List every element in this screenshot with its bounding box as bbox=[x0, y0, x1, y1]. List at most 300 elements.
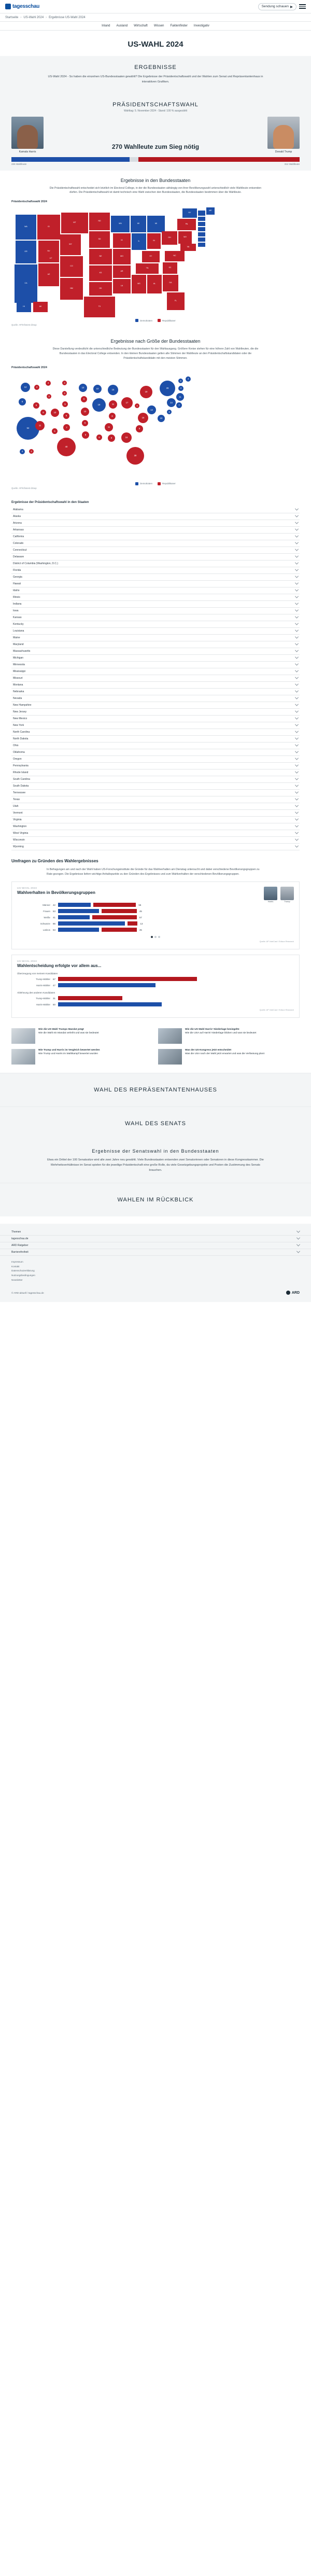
motivation-row-bar bbox=[58, 983, 156, 987]
state-accordion-item[interactable] bbox=[11, 844, 300, 850]
state-accordion-item[interactable] bbox=[11, 540, 300, 547]
bubble-la[interactable]: 8 bbox=[82, 431, 89, 439]
poll-row-red-value: 55 bbox=[138, 903, 142, 906]
state-accordion-label: Wisconsin bbox=[13, 838, 25, 842]
states-accordion-title: Ergebnisse der Präsidentschaftswahl in den Staaten bbox=[11, 500, 89, 504]
state-accordion-item[interactable] bbox=[11, 682, 300, 689]
bubble-ne[interactable]: 5 bbox=[62, 401, 68, 407]
state-accordion-item[interactable] bbox=[11, 621, 300, 628]
card2-group2-rows bbox=[17, 996, 294, 1006]
state-accordion-item[interactable] bbox=[11, 803, 300, 810]
chevron-down-icon bbox=[295, 736, 299, 740]
motivation-row-bar bbox=[58, 1002, 162, 1006]
footer-section-item[interactable] bbox=[0, 1229, 311, 1236]
map-state-ms[interactable]: MS bbox=[132, 275, 146, 293]
card1-kicker: US-WAHL 2024 bbox=[17, 887, 37, 890]
state-accordion-item[interactable] bbox=[11, 608, 300, 614]
chevron-down-icon bbox=[295, 622, 299, 625]
state-accordion-label: Ohio bbox=[13, 744, 19, 747]
bubble-ma[interactable]: 11 bbox=[176, 393, 184, 401]
card1-harris bbox=[264, 887, 277, 903]
state-accordion-item[interactable] bbox=[11, 567, 300, 574]
poll-row-red-bar bbox=[93, 903, 136, 907]
bubble-mi[interactable]: 15 bbox=[108, 385, 118, 395]
breadcrumb-item-0[interactable]: Startseite bbox=[5, 16, 19, 19]
state-accordion-label: Indiana bbox=[13, 602, 22, 606]
state-accordion-item[interactable] bbox=[11, 534, 300, 540]
nav-item-faktenfinder[interactable]: Faktenfinder bbox=[170, 24, 188, 27]
legend-democrats: Demokraten bbox=[135, 319, 152, 322]
map-state-hi[interactable]: HI bbox=[17, 302, 31, 312]
poll-card-motivation bbox=[11, 955, 300, 1018]
map-state-ne[interactable]: NE bbox=[89, 249, 112, 264]
map-state-mn[interactable]: MN bbox=[111, 216, 130, 232]
state-accordion-item[interactable] bbox=[11, 722, 300, 729]
state-accordion-item[interactable] bbox=[11, 581, 300, 587]
electoral-bar bbox=[11, 157, 300, 162]
chevron-down-icon bbox=[295, 507, 299, 511]
footer-sections bbox=[0, 1229, 311, 1256]
state-accordion-item[interactable] bbox=[11, 507, 300, 513]
bubble-tx[interactable]: 40 bbox=[57, 438, 76, 456]
bubble-vt[interactable]: 3 bbox=[178, 379, 183, 383]
bubble-md[interactable]: 10 bbox=[158, 415, 165, 422]
teaser-0[interactable] bbox=[11, 1028, 153, 1044]
map-state-tx[interactable]: TX bbox=[84, 297, 115, 317]
bubble-ny[interactable]: 28 bbox=[160, 381, 175, 396]
polls-intro: In Befragungen am und nach der Wahl haben US-Forschungsinstitute die Gründe für das Wahlverhalten am Dienstag untersucht und dabei verschiedene Bevölkerungsgruppen zu Rate gezogen. Die Ergebnisse liefern wichtige Anhaltspunkte zu den Gründen des Ergebnisses und zum Wahlverhalten der verschiedenen Bevölkerungsgruppen. bbox=[47, 867, 260, 876]
bubble-ks[interactable]: 6 bbox=[63, 413, 69, 419]
teaser-sub-0: Wie die Wahl ein Mandat verleiht und was sie bedeutet bbox=[38, 1032, 99, 1035]
bubble-nc[interactable]: 16 bbox=[138, 413, 148, 423]
bar-left-label: 226 Wahlleute bbox=[11, 162, 27, 165]
footer-section-item[interactable] bbox=[0, 1242, 311, 1249]
state-accordion-item[interactable] bbox=[11, 628, 300, 635]
state-map-section bbox=[0, 171, 311, 332]
state-accordion-item[interactable] bbox=[11, 776, 300, 783]
map-state-nd[interactable]: ND bbox=[89, 213, 110, 230]
card2-group1-label: Überzeugung von meinem Kandidaten bbox=[17, 972, 58, 975]
state-accordion-item[interactable] bbox=[11, 716, 300, 722]
trump-name: Donald Trump bbox=[275, 150, 292, 153]
map-state-ga[interactable]: GA bbox=[163, 275, 178, 291]
state-accordion-item[interactable] bbox=[11, 749, 300, 756]
map-state-mi[interactable]: MI bbox=[147, 216, 165, 232]
cartogram-legend bbox=[11, 482, 300, 485]
state-accordion-item[interactable] bbox=[11, 810, 300, 817]
watch-broadcast-button[interactable] bbox=[258, 3, 296, 10]
trump-thumb bbox=[280, 887, 294, 900]
map-state-wy[interactable]: WY bbox=[60, 234, 81, 255]
state-accordion-item[interactable] bbox=[11, 527, 300, 534]
card1-candidates bbox=[264, 887, 294, 903]
bubble-oh[interactable]: 17 bbox=[121, 397, 133, 409]
bubble-ok[interactable]: 7 bbox=[63, 424, 70, 431]
cartogram-source: Quelle: AP/Infratest dimap bbox=[11, 486, 37, 489]
chevron-down-icon bbox=[295, 763, 299, 767]
map-state-va[interactable]: VA bbox=[180, 244, 196, 251]
breadcrumb bbox=[0, 13, 311, 22]
state-accordion-item[interactable] bbox=[11, 736, 300, 743]
map-state-nm[interactable]: NM bbox=[60, 278, 83, 300]
states-accordion-list bbox=[11, 507, 300, 850]
state-accordion-label: Louisiana bbox=[13, 629, 24, 633]
state-accordion-label: Wyoming bbox=[13, 845, 24, 848]
state-accordion-item[interactable] bbox=[11, 783, 300, 790]
nav-item-ausland[interactable]: Ausland bbox=[116, 24, 128, 27]
state-accordion-item[interactable] bbox=[11, 601, 300, 608]
bubble-pa[interactable]: 19 bbox=[140, 386, 152, 398]
card1-rows bbox=[17, 903, 294, 932]
chevron-down-icon bbox=[295, 797, 299, 801]
chevron-down-icon bbox=[295, 696, 299, 699]
bubble-ca[interactable]: 54 bbox=[17, 417, 39, 440]
harris-thumb bbox=[264, 887, 277, 900]
top-bar bbox=[0, 0, 311, 13]
bubble-ga[interactable]: 16 bbox=[121, 432, 132, 443]
teaser-text-0 bbox=[38, 1028, 99, 1044]
poll-row-label: Latinos bbox=[43, 928, 50, 931]
bubble-mo[interactable]: 10 bbox=[81, 408, 89, 416]
usa-choropleth-map[interactable] bbox=[11, 205, 300, 317]
state-accordion-item[interactable] bbox=[11, 641, 300, 648]
state-accordion-item[interactable] bbox=[11, 614, 300, 621]
state-accordion-item[interactable] bbox=[11, 655, 300, 662]
teaser-image-2 bbox=[11, 1049, 35, 1065]
logo-text: tagesschau bbox=[12, 4, 40, 9]
state-accordion-label: Nevada bbox=[13, 696, 22, 700]
motivation-bar-row bbox=[17, 996, 294, 1000]
card2-group2-label: Ablehnung des anderen Kandidaten bbox=[17, 991, 55, 995]
poll-row-blue-value: 53 bbox=[53, 928, 55, 931]
state-accordion-label: Tennessee bbox=[13, 791, 26, 794]
state-accordion-label: Connecticut bbox=[13, 548, 27, 552]
poll-row-red-bar bbox=[102, 909, 137, 913]
state-accordion-item[interactable] bbox=[11, 743, 300, 749]
map-state-in[interactable]: IN bbox=[147, 233, 161, 249]
poll-row-red-value: 57 bbox=[139, 916, 142, 919]
bubble-mn[interactable]: 10 bbox=[79, 384, 87, 392]
teaser-title-0: Wie die US-Wahl Trumps Mandat prägt bbox=[38, 1028, 84, 1031]
footer-link[interactable]: Nutzungsbedingungen bbox=[11, 1273, 35, 1277]
map-state-nv[interactable]: NV bbox=[38, 241, 59, 262]
tagesschau-logo[interactable] bbox=[5, 4, 39, 9]
map-state-ma[interactable] bbox=[198, 222, 205, 226]
bubble-ms[interactable]: 6 bbox=[96, 435, 102, 440]
bubble-in[interactable]: 11 bbox=[109, 400, 117, 409]
teaser-sub-1: Wie die USA auf Harris' Niederlage blicken und was sie bedeutet bbox=[185, 1032, 257, 1035]
teaser-title-2: Wie Trump und Harris im Vergleich bewertet werden bbox=[38, 1049, 100, 1052]
bubble-il[interactable]: 19 bbox=[92, 398, 106, 412]
state-accordion-label: Oklahoma bbox=[13, 750, 25, 754]
bubble-va[interactable]: 13 bbox=[147, 405, 156, 414]
bubble-az[interactable]: 11 bbox=[35, 421, 45, 430]
footer-section-item[interactable] bbox=[0, 1236, 311, 1242]
state-accordion-item[interactable] bbox=[11, 547, 300, 554]
chevron-down-icon bbox=[296, 1243, 300, 1247]
dot-3[interactable] bbox=[158, 936, 160, 938]
motivation-bar-row bbox=[17, 1002, 294, 1006]
poll-card-demographics bbox=[11, 881, 300, 949]
state-accordion-item[interactable] bbox=[11, 823, 300, 830]
map-state-sd[interactable]: SD bbox=[89, 231, 110, 248]
map-state-vt[interactable] bbox=[198, 211, 205, 216]
map-state-nj[interactable] bbox=[198, 232, 205, 236]
map-state-pa[interactable]: PA bbox=[177, 219, 196, 230]
map-state-nh[interactable] bbox=[198, 217, 205, 221]
teaser-3[interactable] bbox=[158, 1049, 300, 1065]
bubble-tn[interactable]: 11 bbox=[105, 423, 113, 431]
bubble-wa[interactable]: 12 bbox=[21, 383, 30, 392]
presidential-title: PRÄSIDENTSCHAFTSWAHL bbox=[112, 101, 199, 108]
bubble-sd[interactable]: 3 bbox=[62, 391, 67, 396]
state-accordion-item[interactable] bbox=[11, 587, 300, 594]
map-state-la[interactable]: LA bbox=[113, 279, 131, 293]
bubble-co[interactable]: 10 bbox=[51, 409, 59, 417]
bubble-wy[interactable]: 3 bbox=[47, 394, 51, 399]
bubble-ct[interactable]: 7 bbox=[176, 402, 182, 408]
state-accordion-label: Minnesota bbox=[13, 663, 25, 666]
bubble-ia[interactable]: 6 bbox=[81, 396, 87, 402]
map-state-ct[interactable] bbox=[198, 227, 205, 231]
state-accordion-item[interactable] bbox=[11, 554, 300, 561]
footer-link[interactable]: Kontakt bbox=[11, 1265, 20, 1268]
polls-intro-wrap bbox=[0, 867, 311, 877]
chevron-down-icon bbox=[295, 824, 299, 828]
bubble-id[interactable]: 4 bbox=[34, 385, 39, 390]
poll-row-blue-bar bbox=[58, 909, 100, 913]
teaser-2[interactable] bbox=[11, 1049, 153, 1065]
map-state-sc[interactable]: SC bbox=[163, 262, 177, 274]
map-state-ia[interactable]: IA bbox=[113, 233, 131, 248]
bubble-mt[interactable]: 4 bbox=[46, 381, 51, 386]
map-state-fl[interactable]: FL bbox=[167, 292, 185, 310]
senate-band: WAHL DES SENATS bbox=[0, 1107, 311, 1140]
legend-republicans-cartogram: Republikaner bbox=[158, 482, 176, 485]
map-state-md[interactable] bbox=[198, 243, 205, 247]
teaser-grid bbox=[0, 1023, 311, 1073]
state-accordion-label: Kansas bbox=[13, 615, 22, 619]
bubble-sc[interactable]: 9 bbox=[136, 425, 143, 432]
card1-carousel-dots[interactable] bbox=[17, 936, 294, 938]
chevron-down-icon bbox=[295, 581, 299, 585]
map-state-nc[interactable]: NC bbox=[165, 251, 185, 261]
teaser-text-3 bbox=[185, 1049, 264, 1065]
bubble-ak[interactable]: 3 bbox=[29, 449, 34, 454]
hamburger-menu-icon[interactable] bbox=[299, 4, 306, 9]
state-accordion-item[interactable] bbox=[11, 830, 300, 837]
bubble-wi[interactable]: 10 bbox=[93, 385, 102, 393]
bubble-ut[interactable]: 6 bbox=[40, 410, 46, 415]
state-accordion-label: District of Columbia (Washington, D.C.) bbox=[13, 562, 59, 565]
dot-2[interactable] bbox=[154, 936, 157, 938]
usa-cartogram-map[interactable] bbox=[11, 371, 300, 480]
state-map-legend bbox=[11, 319, 300, 322]
breadcrumb-separator: › bbox=[20, 16, 22, 19]
state-accordion-item[interactable] bbox=[11, 709, 300, 716]
footer-section-item[interactable] bbox=[0, 1249, 311, 1256]
state-accordion-item[interactable] bbox=[11, 689, 300, 695]
footer-bottom bbox=[0, 1286, 311, 1302]
map-state-ks[interactable]: KS bbox=[89, 265, 112, 281]
state-accordion-item[interactable] bbox=[11, 769, 300, 776]
footer-link[interactable]: Datenschutzerklärung bbox=[11, 1269, 35, 1272]
map-state-oh[interactable]: OH bbox=[162, 231, 177, 245]
electoral-bar-red bbox=[138, 157, 300, 162]
map-state-wi[interactable]: WI bbox=[131, 216, 146, 232]
bubble-nd[interactable]: 3 bbox=[62, 381, 67, 385]
nav-item-investigativ[interactable]: Investigativ bbox=[193, 24, 209, 27]
bubble-wv[interactable]: 4 bbox=[135, 403, 139, 408]
map-state-ok[interactable]: OK bbox=[89, 282, 112, 296]
cartogram-heading: Ergebnisse nach Größe der Bundesstaaten bbox=[110, 339, 201, 344]
bubble-nv[interactable]: 6 bbox=[33, 402, 39, 409]
state-accordion-item[interactable] bbox=[11, 790, 300, 796]
card2-kicker: US-WAHL 2024 bbox=[17, 960, 37, 963]
ard-label: ARD bbox=[291, 1291, 300, 1295]
map-state-ca[interactable]: CA bbox=[15, 264, 37, 303]
bubble-or[interactable]: 8 bbox=[19, 398, 26, 405]
footer-link[interactable]: Newsletter bbox=[11, 1278, 23, 1281]
state-accordion-item[interactable] bbox=[11, 668, 300, 675]
copyright: © ARD-aktuell / tagesschau.de bbox=[11, 1291, 44, 1294]
state-map-caption: Präsidentschaftswahl 2024 bbox=[11, 200, 47, 204]
state-accordion-item[interactable] bbox=[11, 662, 300, 668]
state-accordion-item[interactable] bbox=[11, 763, 300, 769]
poll-bar-row bbox=[17, 921, 294, 926]
chevron-down-icon bbox=[296, 1250, 300, 1253]
map-state-mt[interactable]: MT bbox=[61, 213, 88, 233]
card2-group1-rows bbox=[17, 977, 294, 987]
poll-row-blue-value: 42 bbox=[53, 903, 55, 906]
broadcast-label: Sendung schauen bbox=[261, 5, 289, 8]
map-state-al[interactable]: AL bbox=[147, 275, 162, 293]
electoral-bar-blue bbox=[11, 157, 130, 162]
bubble-ar[interactable]: 6 bbox=[82, 420, 88, 426]
map-state-or[interactable]: OR bbox=[16, 241, 36, 263]
electoral-bar-remainder bbox=[130, 157, 138, 162]
teaser-sub-3: Was die USA nach der Wahl jetzt erwartet und was die Verfassung plant bbox=[185, 1053, 264, 1056]
bubble-me[interactable]: 4 bbox=[186, 376, 191, 382]
poll-bar-row bbox=[17, 928, 294, 932]
map-state-ut[interactable]: UT bbox=[43, 255, 59, 262]
map-state-il[interactable]: IL bbox=[132, 233, 146, 250]
state-accordion-label: Delaware bbox=[13, 555, 24, 558]
chevron-down-icon bbox=[295, 750, 299, 753]
bubble-de[interactable]: 3 bbox=[167, 410, 172, 414]
chevron-down-icon bbox=[295, 595, 299, 598]
state-accordion-item[interactable] bbox=[11, 520, 300, 527]
chevron-down-icon bbox=[295, 548, 299, 551]
footer-section-label: Themen bbox=[11, 1230, 21, 1234]
state-accordion-label: South Dakota bbox=[13, 784, 29, 788]
state-accordion-item[interactable] bbox=[11, 817, 300, 823]
map-state-ak[interactable]: AK bbox=[33, 302, 48, 312]
chevron-down-icon bbox=[295, 601, 299, 605]
footer-link[interactable]: Impressum bbox=[11, 1260, 23, 1263]
state-accordion-item[interactable] bbox=[11, 675, 300, 682]
state-accordion-item[interactable] bbox=[11, 702, 300, 709]
breadcrumb-item-1[interactable]: US-Wahl 2024 bbox=[23, 16, 44, 19]
brand-area[interactable] bbox=[5, 4, 39, 9]
state-accordion-item[interactable] bbox=[11, 648, 300, 655]
chevron-down-icon bbox=[295, 635, 299, 639]
map-state-de[interactable] bbox=[198, 237, 205, 242]
play-icon: ▶ bbox=[290, 5, 293, 9]
teaser-sub-2: Wie Trump und Harris im Wahlkampf bewertet wurden bbox=[38, 1053, 98, 1056]
state-accordion-item[interactable] bbox=[11, 594, 300, 601]
chevron-down-icon bbox=[295, 757, 299, 760]
bubble-nj[interactable]: 14 bbox=[167, 398, 176, 407]
bubble-fl[interactable]: 30 bbox=[126, 447, 144, 465]
state-accordion-label: California bbox=[13, 535, 24, 538]
teaser-title-3: Was der US-Kongress jetzt entscheidet bbox=[185, 1049, 232, 1052]
map-state-me[interactable]: ME bbox=[206, 207, 215, 215]
state-accordion-item[interactable] bbox=[11, 695, 300, 702]
nav-item-inland[interactable]: Inland bbox=[102, 24, 110, 27]
state-accordion-label: New Hampshire bbox=[13, 703, 32, 707]
chevron-down-icon bbox=[295, 804, 299, 807]
dot-1[interactable] bbox=[151, 936, 153, 938]
teaser-1[interactable] bbox=[158, 1028, 300, 1044]
bubble-nm[interactable]: 5 bbox=[52, 428, 58, 434]
footer-section-label: Barrierefreiheit bbox=[11, 1250, 29, 1254]
map-state-mo[interactable]: MO bbox=[113, 249, 131, 264]
chevron-down-icon bbox=[295, 810, 299, 814]
footer-links bbox=[0, 1256, 311, 1287]
map-state-wv[interactable]: WV bbox=[178, 231, 192, 244]
bubble-al[interactable]: 9 bbox=[108, 435, 115, 442]
motivation-bar-row bbox=[17, 977, 294, 981]
needed-label: 270 Wahlleute zum Sieg nötig bbox=[111, 143, 200, 150]
nav-item-wissen[interactable]: Wissen bbox=[153, 24, 164, 27]
map-state-ny[interactable]: NY bbox=[182, 208, 197, 218]
candidate-trump bbox=[267, 117, 300, 153]
elector-counts bbox=[44, 143, 267, 153]
map-state-id[interactable]: ID bbox=[37, 215, 60, 240]
footer-section-label: ARD Ratgeber bbox=[11, 1243, 29, 1247]
ard-logo bbox=[286, 1291, 300, 1295]
map-state-tn[interactable]: TN bbox=[136, 263, 159, 274]
state-accordion-item[interactable] bbox=[11, 729, 300, 736]
state-accordion-label: Iowa bbox=[13, 609, 19, 612]
map-state-co[interactable]: CO bbox=[60, 256, 83, 277]
bubble-ky[interactable]: 8 bbox=[109, 413, 116, 419]
state-accordion-item[interactable] bbox=[11, 574, 300, 581]
state-accordion-item[interactable] bbox=[11, 837, 300, 844]
legend-republicans: Republikaner bbox=[158, 319, 176, 322]
card1-trump-label: Trump bbox=[284, 900, 290, 903]
bubble-hi[interactable]: 4 bbox=[20, 449, 25, 454]
states-accordion-section bbox=[0, 501, 311, 850]
chevron-down-icon bbox=[295, 662, 299, 666]
map-state-wa[interactable]: WA bbox=[16, 215, 36, 240]
cartogram-section bbox=[0, 331, 311, 495]
state-accordion-item[interactable] bbox=[11, 635, 300, 641]
state-accordion-label: Colorado bbox=[13, 541, 24, 545]
bubble-nh[interactable]: 4 bbox=[178, 386, 183, 391]
poll-bar-row bbox=[17, 903, 294, 907]
map-state-ky[interactable]: KY bbox=[142, 251, 160, 262]
state-accordion-item[interactable] bbox=[11, 561, 300, 567]
state-accordion-item[interactable] bbox=[11, 513, 300, 520]
map-state-ar[interactable]: AR bbox=[113, 265, 131, 278]
nav-item-wirtschaft[interactable]: Wirtschaft bbox=[134, 24, 148, 27]
state-accordion-label: Florida bbox=[13, 568, 21, 572]
map-state-az[interactable]: AZ bbox=[38, 263, 59, 286]
state-accordion-item[interactable] bbox=[11, 796, 300, 803]
state-accordion-item[interactable] bbox=[11, 756, 300, 763]
